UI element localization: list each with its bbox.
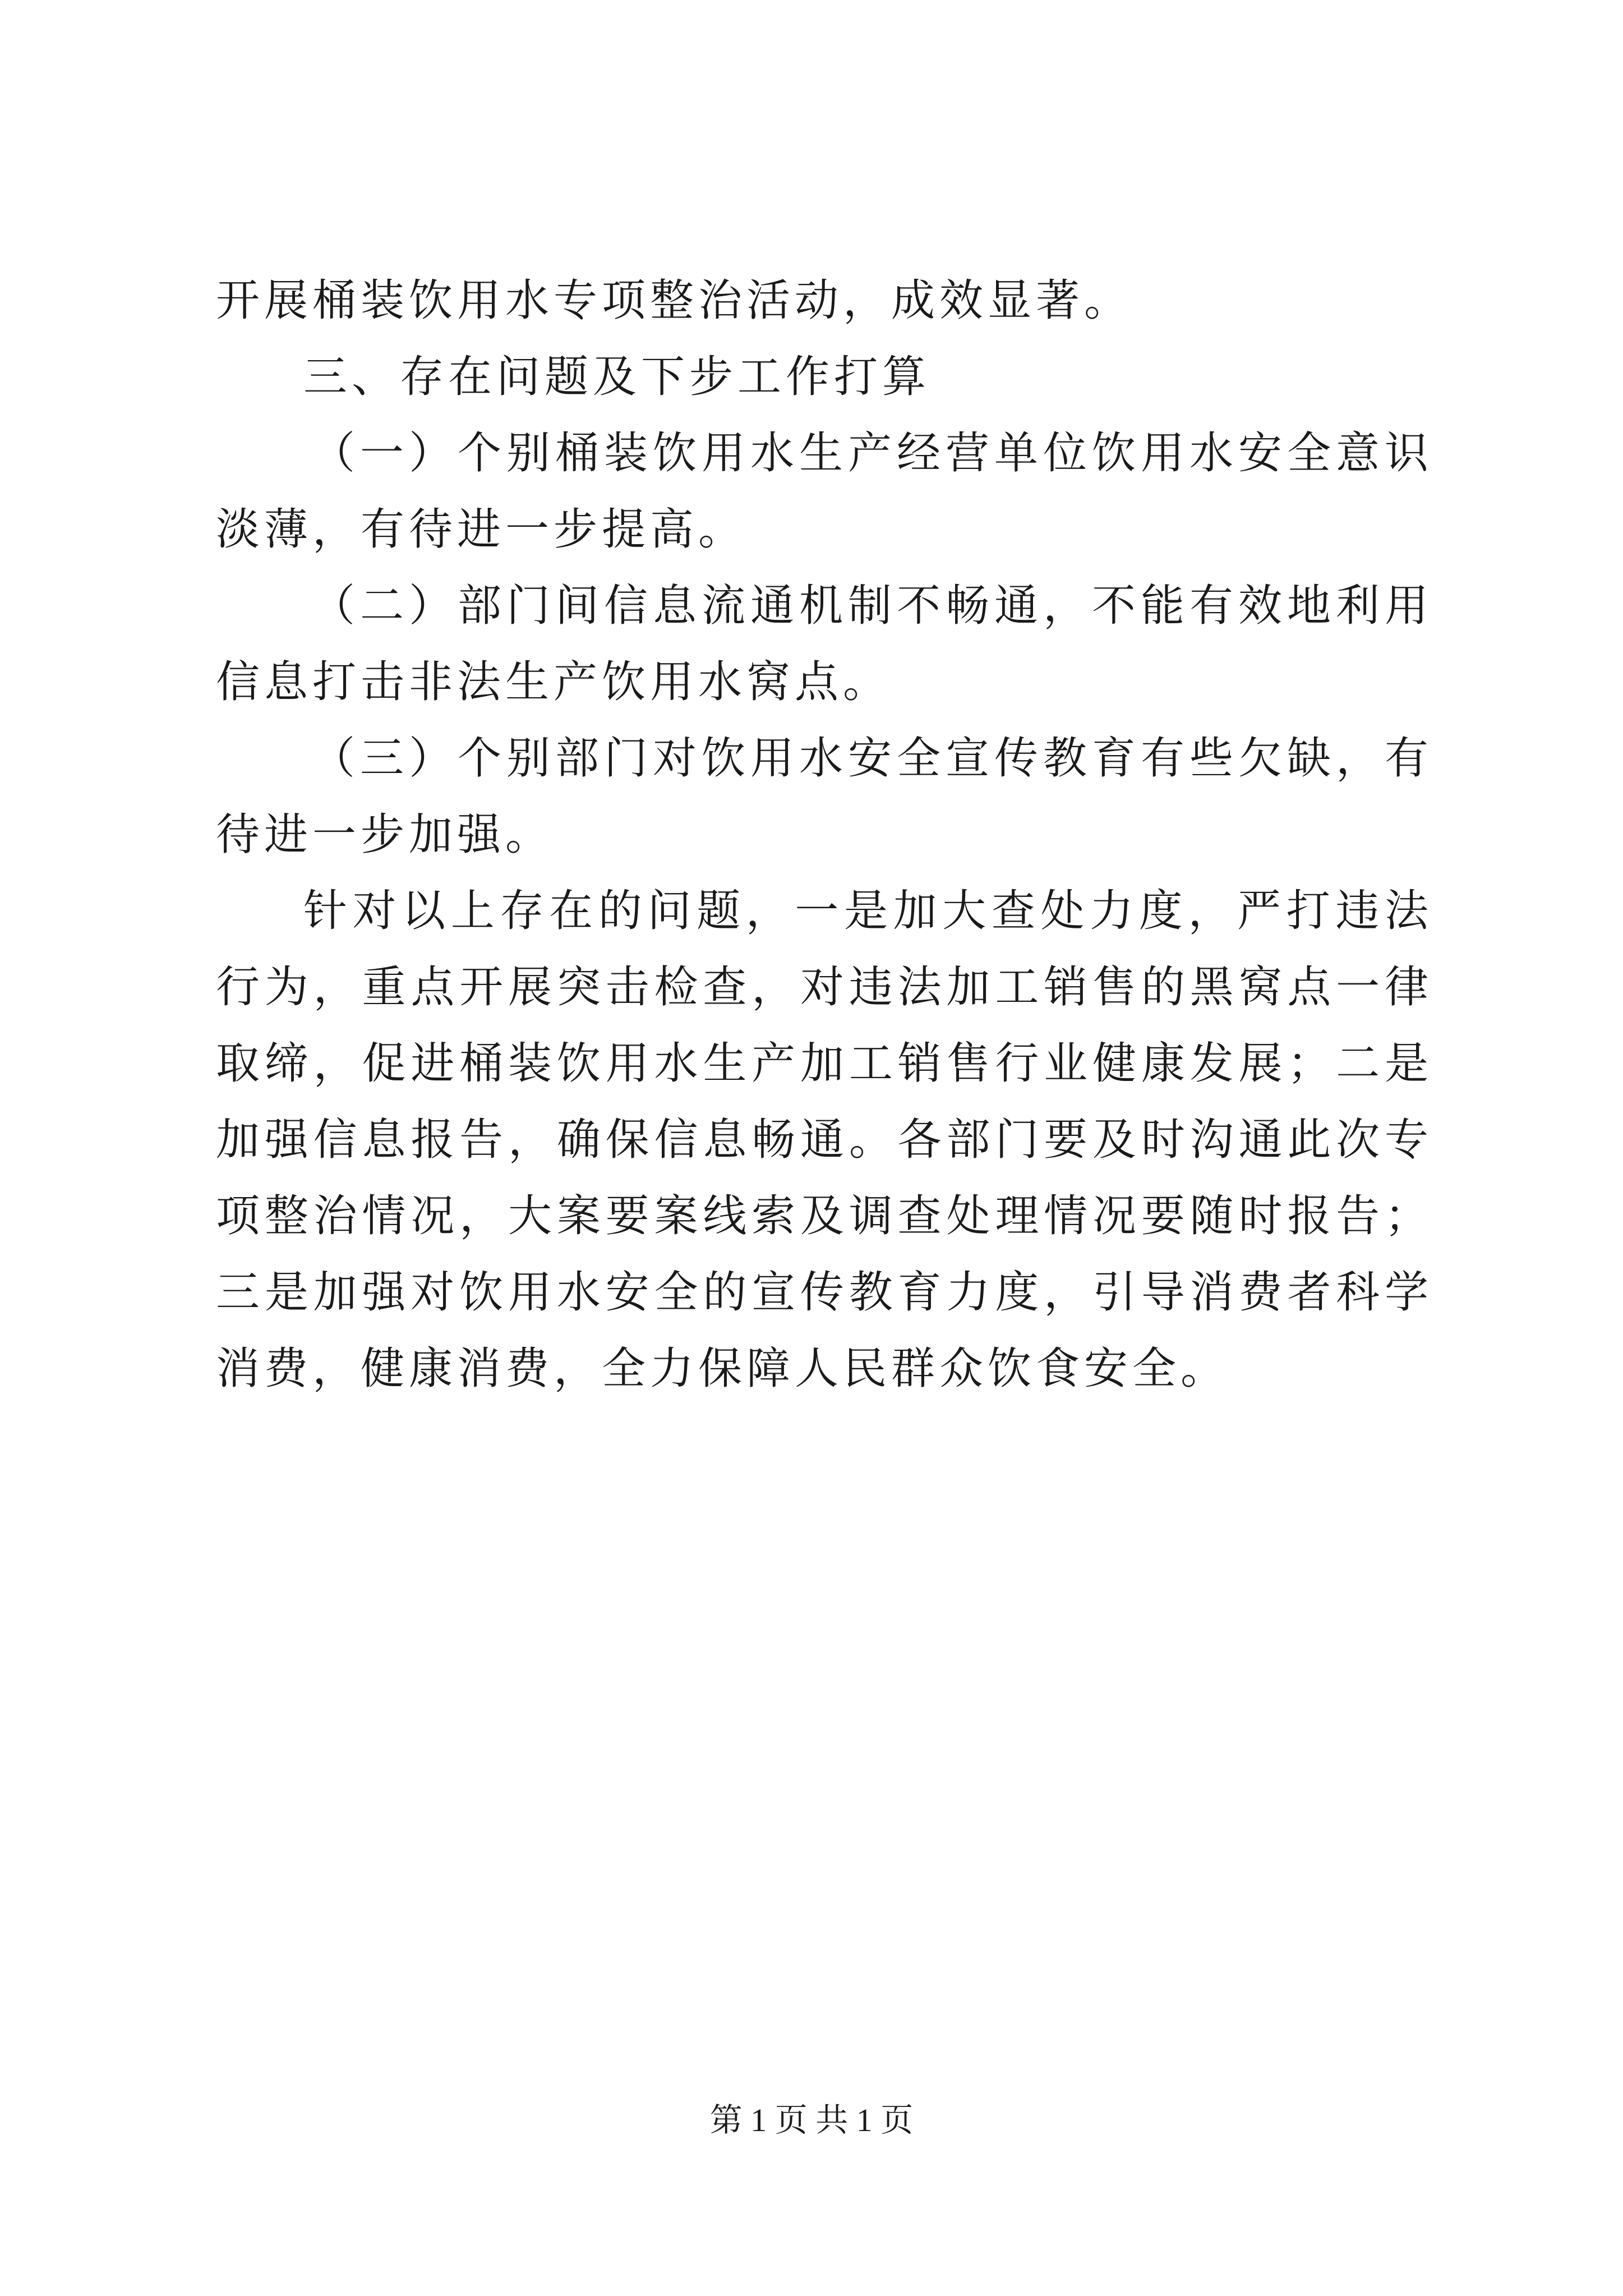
page-footer: 第 1 页 共 1 页 xyxy=(709,2102,914,2138)
plan-paragraph: 针对以上存在的问题，一是加大查处力度，严打违法行为，重点开展突击检查，对违法加工销售的黑窝点一律取缔，促进桶装饮用水生产加工销售行业健康发展；二是加强信息报告，确保信息畅通。各部门要及时沟通此次专项整治情况，大案要案线索及调查处理情况要随时报告；三是加强对饮用水安全的宣传教育力度，引导消费者科学消费，健康消费，全力保障人民群众饮食安全。 xyxy=(216,886,1433,1394)
problem-item-3: （三）个别部门对饮用水安全宣传教育有些欠缺，有待进一步加强。 xyxy=(216,733,1433,860)
document-body xyxy=(216,263,1433,1407)
problem-item-2: （二）部门间信息流通机制不畅通，不能有效地利用信息打击非法生产饮用水窝点。 xyxy=(216,581,1433,707)
section-heading: 三、存在问题及下步工作打算 xyxy=(303,352,931,402)
problem-item-1: （一）个别桶装饮用水生产经营单位饮用水安全意识淡薄，有待进一步提高。 xyxy=(216,428,1433,555)
paragraph-continuation: 开展桶装饮用水专项整治活动，成效显著。 xyxy=(216,275,1133,326)
